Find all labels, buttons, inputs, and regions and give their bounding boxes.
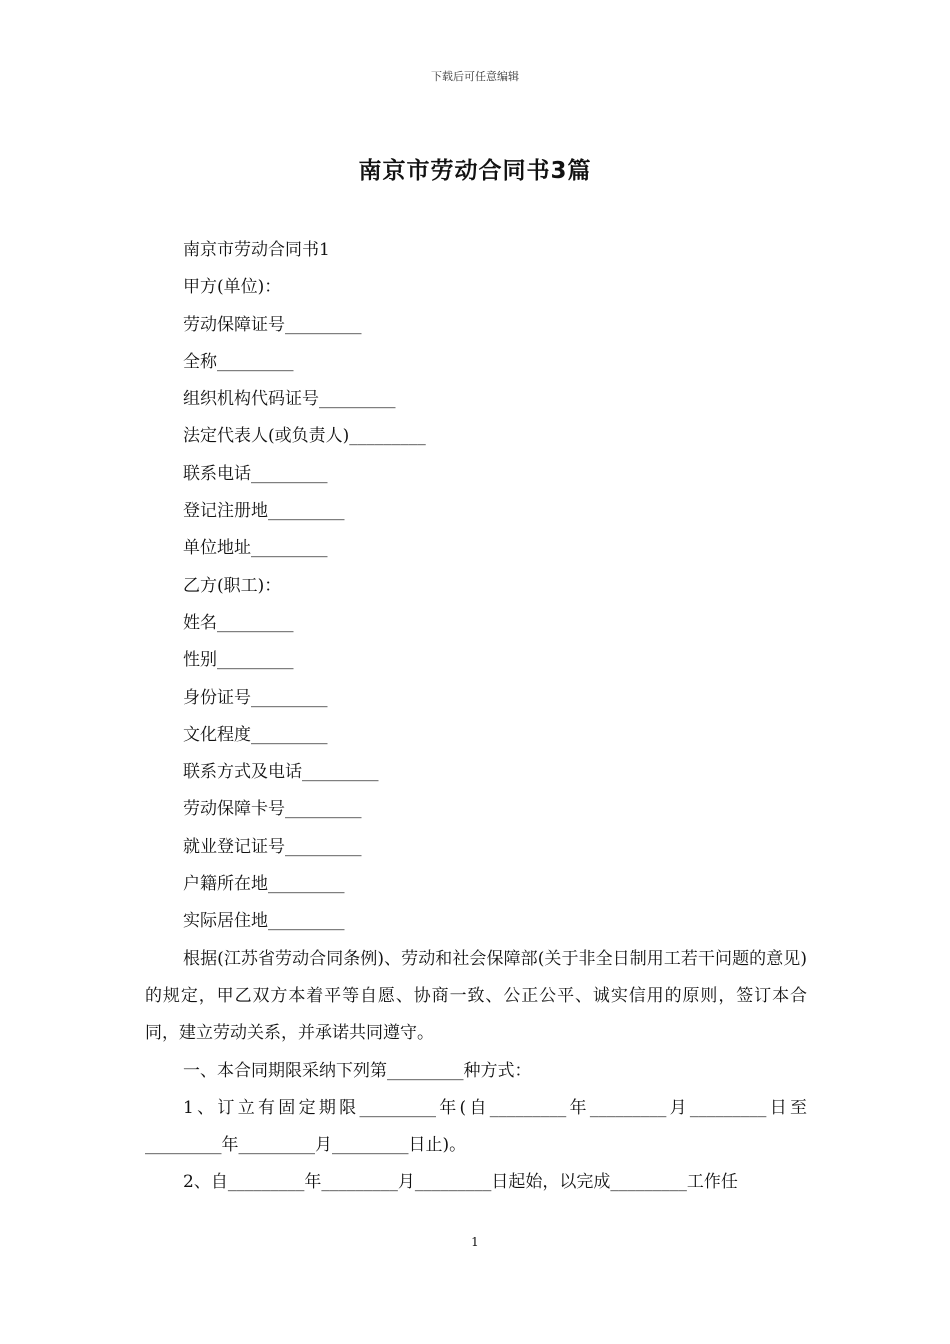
field-organization-code: 组织机构代码证号_________ [183, 389, 396, 410]
contract-heading: 南京市劳动合同书1 [183, 240, 330, 260]
paragraph-term-heading: 一、本合同期限采纳下列第_________种方式： [183, 1060, 532, 1081]
field-unit-address: 单位地址_________ [183, 538, 328, 559]
field-contact-phone: 联系电话_________ [183, 463, 328, 484]
field-full-name: 全称_________ [183, 351, 294, 372]
page-number: 1 [471, 1235, 479, 1249]
field-registration-place: 登记注册地_________ [183, 501, 345, 522]
field-labor-security-number: 劳动保障证号_________ [183, 314, 362, 335]
document-title: 南京市劳动合同书3篇 [358, 158, 592, 184]
paragraph-fixed-term: 1、订立有固定期限_________年(自_________年_________月_________日至_________年_________月_________日止)。 [145, 1097, 807, 1156]
party-a-heading: 甲方(单位)： [183, 277, 282, 298]
field-name: 姓名_________ [183, 612, 294, 633]
field-labor-security-card: 劳动保障卡号_________ [183, 799, 362, 820]
field-education: 文化程度_________ [183, 724, 328, 745]
header-note: 下载后可任意编辑 [431, 70, 519, 83]
field-gender: 性别_________ [183, 650, 294, 671]
paragraph-task-term: 2、自_________年_________月_________日起始，以完成_________工作任 [183, 1172, 738, 1193]
field-id-number: 身份证号_________ [183, 687, 328, 708]
field-employment-registration: 就业登记证号_________ [183, 836, 362, 857]
document-body [145, 232, 807, 1202]
field-contact-method: 联系方式及电话_________ [183, 762, 379, 783]
field-legal-representative: 法定代表人(或负责人)_________ [183, 426, 426, 447]
paragraph-preamble: 根据(江苏省劳动合同条例)、劳动和社会保障部(关于非全日制用工若干问题的意见)的规定，甲乙双方本着平等自愿、协商一致、公正公平、诚实信用的原则，签订本合同，建立劳动关系，并承诺共同遵守。 [145, 948, 807, 1044]
field-actual-residence: 实际居住地_________ [183, 911, 345, 932]
party-b-heading: 乙方(职工)： [183, 575, 282, 596]
field-household-registration: 户籍所在地_________ [183, 874, 345, 895]
